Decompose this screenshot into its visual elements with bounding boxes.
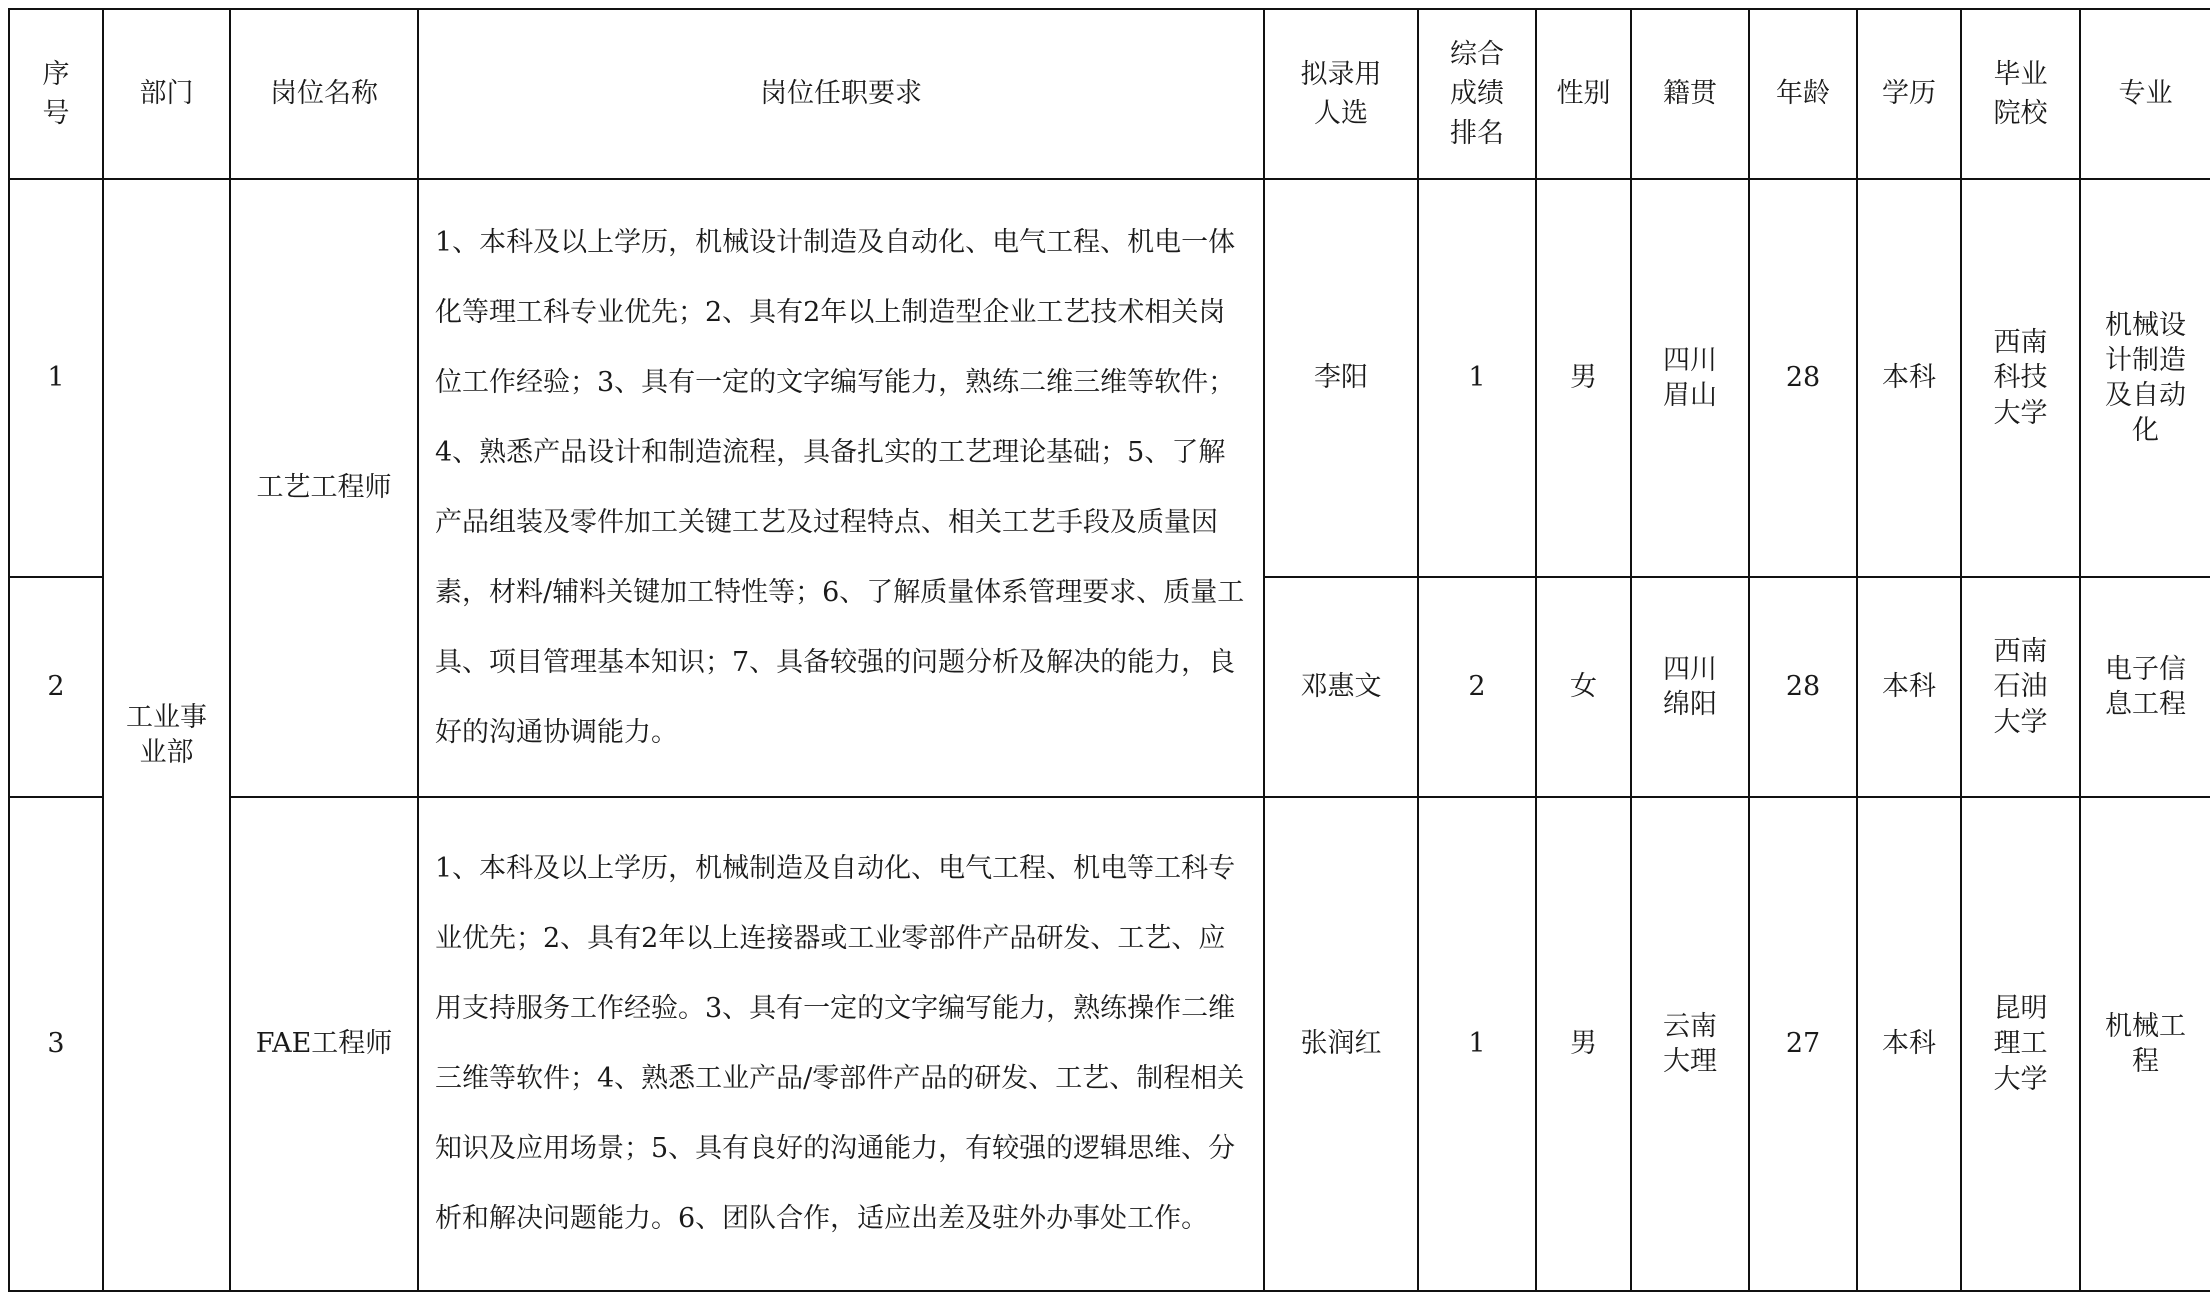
header-candidate: 拟录用 人选 — [1264, 9, 1418, 179]
age-cell: 27 — [1749, 797, 1857, 1291]
seq-cell: 2 — [9, 577, 103, 797]
position-name-cell: FAE工程师 — [230, 797, 418, 1291]
major-cell: 机械工 程 — [2080, 797, 2210, 1291]
table-row — [9, 179, 2210, 577]
requirements-cell: 1、本科及以上学历，机械制造及自动化、电气工程、机电等工科专业优先；2、具有2年以上连接器或工业零部件产品研发、工艺、应用支持服务工作经验。3、具有一定的文字编写能力，熟练操作二维三维等软件；4、熟悉工业产品/零部件产品的研发、工艺、制程相关知识及应用场景；5、具有良好的沟通能力，有较强的逻辑思维、分析和解决问题能力。6、团队合作，适应出差及驻外办事处工作。 — [418, 797, 1264, 1291]
origin-cell: 四川 绵阳 — [1631, 577, 1749, 797]
seq-cell: 3 — [9, 797, 103, 1291]
position-name-cell: 工艺工程师 — [230, 179, 418, 797]
gender-cell: 男 — [1536, 179, 1631, 577]
education-cell: 本科 — [1857, 797, 1961, 1291]
header-origin: 籍贯 — [1631, 9, 1749, 179]
header-position: 岗位名称 — [230, 9, 418, 179]
education-cell: 本科 — [1857, 577, 1961, 797]
candidate-cell: 李阳 — [1264, 179, 1418, 577]
school-cell: 西南 科技 大学 — [1961, 179, 2080, 577]
major-cell: 机械设 计制造 及自动 化 — [2080, 179, 2210, 577]
age-cell: 28 — [1749, 179, 1857, 577]
major-cell: 电子信 息工程 — [2080, 577, 2210, 797]
education-cell: 本科 — [1857, 179, 1961, 577]
header-rank: 综合 成绩 排名 — [1418, 9, 1536, 179]
header-school: 毕业 院校 — [1961, 9, 2080, 179]
header-requirements: 岗位任职要求 — [418, 9, 1264, 179]
header-age: 年龄 — [1749, 9, 1857, 179]
origin-cell: 四川 眉山 — [1631, 179, 1749, 577]
rank-cell: 2 — [1418, 577, 1536, 797]
header-major: 专业 — [2080, 9, 2210, 179]
requirements-cell: 1、本科及以上学历，机械设计制造及自动化、电气工程、机电一体化等理工科专业优先；2、具有2年以上制造型企业工艺技术相关岗位工作经验；3、具有一定的文字编写能力，熟练二维三维等软件；4、熟悉产品设计和制造流程，具备扎实的工艺理论基础；5、了解产品组装及零件加工关键工艺及过程特点、相关工艺手段及质量因素，材料/辅料关键加工特性等；6、了解质量体系管理要求、质量工具、项目管理基本知识；7、具备较强的问题分析及解决的能力，良好的沟通协调能力。 — [418, 179, 1264, 797]
seq-cell: 1 — [9, 179, 103, 577]
school-cell: 昆明 理工 大学 — [1961, 797, 2080, 1291]
header-education: 学历 — [1857, 9, 1961, 179]
candidate-table — [8, 8, 2210, 1292]
table-row — [9, 797, 2210, 1291]
school-cell: 西南 石油 大学 — [1961, 577, 2080, 797]
header-seq: 序 号 — [9, 9, 103, 179]
candidate-cell: 张润红 — [1264, 797, 1418, 1291]
candidate-cell: 邓惠文 — [1264, 577, 1418, 797]
header-dept: 部门 — [103, 9, 230, 179]
age-cell: 28 — [1749, 577, 1857, 797]
header-row — [9, 9, 2210, 179]
origin-cell: 云南 大理 — [1631, 797, 1749, 1291]
department-cell: 工业事 业部 — [103, 179, 230, 1291]
rank-cell: 1 — [1418, 179, 1536, 577]
gender-cell: 男 — [1536, 797, 1631, 1291]
rank-cell: 1 — [1418, 797, 1536, 1291]
header-gender: 性别 — [1536, 9, 1631, 179]
gender-cell: 女 — [1536, 577, 1631, 797]
